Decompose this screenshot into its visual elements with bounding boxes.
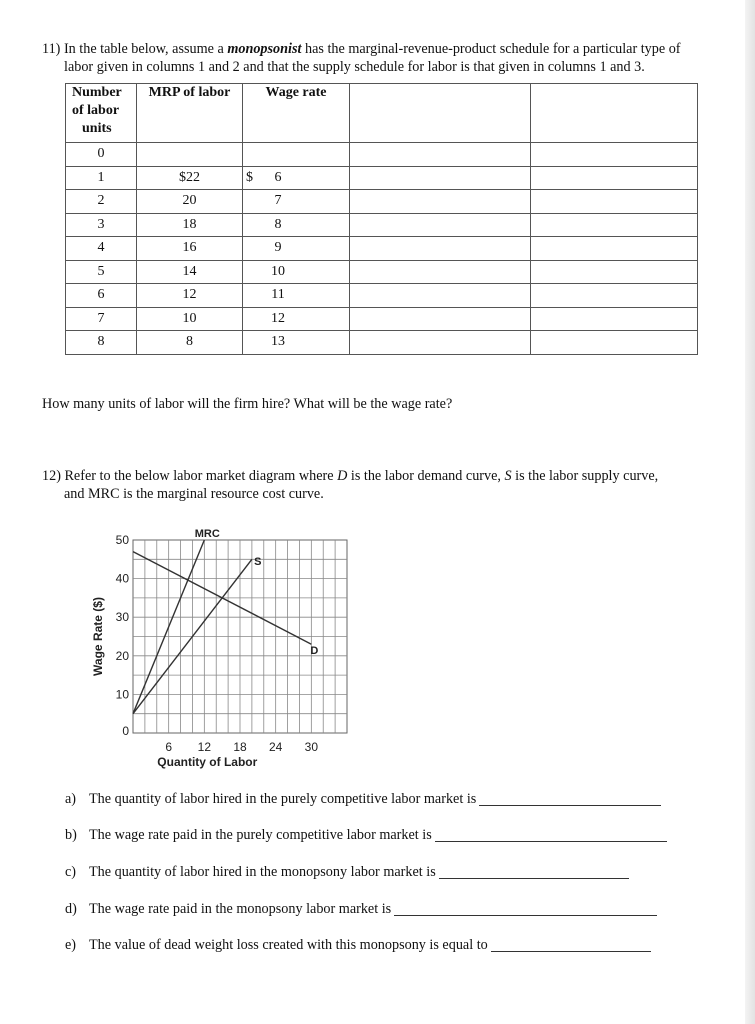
answer-blank[interactable]	[479, 791, 661, 806]
question-11-line-1	[42, 40, 681, 58]
question-12-line-2: and MRC is the marginal resource cost curve.	[64, 486, 324, 502]
empty-cell	[531, 213, 698, 237]
answer-letter: e)	[65, 937, 77, 953]
question-12-text-a: Refer to the below labor market diagram where	[64, 468, 338, 484]
cell-mrp: 10	[137, 307, 243, 331]
empty-cell	[350, 190, 531, 214]
wage-value: 10	[271, 263, 285, 279]
answer-text: The wage rate paid in the purely competitive labor market is	[89, 827, 432, 843]
cell-wage	[243, 237, 350, 261]
question-11-line-2: labor given in columns 1 and 2 and that the supply schedule for labor is that given in columns 1 and 3.	[64, 59, 645, 75]
labor-schedule-table	[65, 83, 698, 355]
currency-symbol: $	[246, 169, 253, 185]
curve-label-mrc: MRC	[194, 528, 220, 540]
y-tick-label: 0	[122, 724, 129, 738]
cell-wage	[243, 143, 350, 167]
cell-wage	[243, 284, 350, 308]
term-s: S	[504, 468, 512, 484]
empty-cell	[350, 331, 531, 355]
labor-market-diagram	[85, 520, 355, 770]
empty-cell	[350, 237, 531, 261]
empty-column-5	[531, 84, 698, 143]
cell-mrp: $22	[137, 166, 243, 190]
x-tick-label: 30	[304, 740, 319, 754]
cell-units: 7	[66, 307, 137, 331]
table-row	[66, 213, 698, 237]
answer-item	[65, 937, 651, 954]
cell-units: 4	[66, 237, 137, 261]
question-11-number: 11)	[42, 41, 61, 57]
answer-item	[65, 827, 667, 844]
empty-cell	[350, 143, 531, 167]
cell-wage	[243, 166, 350, 190]
cell-wage	[243, 307, 350, 331]
cell-mrp: 16	[137, 237, 243, 261]
wage-value: 13	[271, 334, 285, 350]
cell-units: 3	[66, 213, 137, 237]
table-row	[66, 166, 698, 190]
wage-value: 8	[274, 216, 282, 232]
table-body	[66, 143, 698, 355]
term-d: D	[337, 468, 348, 484]
answer-letter: b)	[65, 827, 77, 843]
table-header-row	[66, 84, 698, 143]
answer-text: The value of dead weight loss created with this monopsony is equal to	[89, 937, 488, 953]
x-tick-label: 24	[268, 740, 283, 754]
empty-cell	[531, 307, 698, 331]
table-row	[66, 307, 698, 331]
cell-units: 8	[66, 331, 137, 355]
empty-cell	[531, 190, 698, 214]
question-11-text-b: has the marginal-revenue-product schedule for a particular type of	[301, 41, 681, 57]
table-row	[66, 331, 698, 355]
answer-item	[65, 864, 629, 881]
question-11-prompt: How many units of labor will the firm hire? What will be the wage rate?	[42, 396, 453, 412]
question-12-text-b: is the labor demand curve,	[347, 468, 505, 484]
monopsonist-term: monopsonist	[227, 41, 302, 57]
cell-mrp: 14	[137, 260, 243, 284]
answer-text: The quantity of labor hired in the purely competitive labor market is	[89, 791, 477, 807]
table-row	[66, 143, 698, 167]
empty-cell	[531, 260, 698, 284]
x-axis-label: Quantity of Labor	[157, 755, 258, 769]
x-tick-label: 6	[165, 740, 173, 754]
wage-value: 11	[271, 287, 285, 303]
cell-mrp: 12	[137, 284, 243, 308]
cell-mrp: 20	[137, 190, 243, 214]
cell-units: 5	[66, 260, 137, 284]
question-12-text-c: is the labor supply curve,	[511, 468, 659, 484]
cell-wage	[243, 331, 350, 355]
empty-cell	[531, 284, 698, 308]
wage-value: 12	[271, 310, 285, 326]
header-line-3: units	[82, 121, 112, 136]
y-axis-label: Wage Rate ($)	[91, 597, 105, 676]
answer-letter: d)	[65, 901, 77, 917]
cell-units: 1	[66, 166, 137, 190]
wage-value: 7	[274, 193, 282, 209]
answer-text: The wage rate paid in the monopsony labor market is	[89, 901, 392, 917]
cell-units: 6	[66, 284, 137, 308]
question-11-text-a: In the table below, assume a	[63, 41, 228, 57]
answer-blank[interactable]	[394, 901, 657, 916]
table-row	[66, 237, 698, 261]
cell-units: 2	[66, 190, 137, 214]
empty-cell	[531, 166, 698, 190]
x-tick-label: 12	[197, 740, 212, 754]
empty-cell	[350, 307, 531, 331]
wage-value: 6	[274, 169, 282, 185]
header-line-2: of labor	[72, 103, 120, 118]
cell-mrp	[137, 143, 243, 167]
header-mrp-of-labor: MRP of labor	[137, 84, 243, 143]
header-number-of-labor-units	[66, 84, 137, 143]
x-tick-label: 18	[233, 740, 247, 754]
answer-letter: a)	[65, 791, 77, 807]
answer-blank[interactable]	[435, 827, 667, 842]
cell-mrp: 18	[137, 213, 243, 237]
question-12-line-1	[42, 467, 658, 485]
cell-mrp: 8	[137, 331, 243, 355]
answer-item	[65, 901, 657, 918]
table-row	[66, 284, 698, 308]
answer-blank[interactable]	[439, 864, 629, 879]
header-wage-rate: Wage rate	[243, 84, 350, 143]
empty-cell	[350, 260, 531, 284]
answer-text: The quantity of labor hired in the monopsony labor market is	[89, 864, 436, 880]
chart-lines	[133, 540, 311, 714]
table-row	[66, 260, 698, 284]
cell-wage	[243, 260, 350, 284]
answer-blank[interactable]	[491, 937, 651, 952]
cell-wage	[243, 190, 350, 214]
empty-cell	[531, 237, 698, 261]
empty-cell	[350, 284, 531, 308]
y-tick-label: 10	[115, 687, 129, 702]
empty-cell	[350, 166, 531, 190]
table-row	[66, 190, 698, 214]
answer-item	[65, 791, 661, 808]
cell-units: 0	[66, 143, 137, 167]
answer-letter: c)	[65, 864, 77, 880]
question-12-number: 12)	[42, 468, 61, 484]
y-tick-label: 20	[115, 648, 129, 663]
empty-column-4	[350, 84, 531, 143]
header-line-1: Number	[72, 85, 122, 100]
y-tick-label: 30	[115, 610, 129, 625]
cell-wage	[243, 213, 350, 237]
y-tick-label: 40	[115, 571, 129, 586]
curve-label-d: D	[310, 644, 319, 657]
page-edge-shadow	[745, 0, 755, 1024]
curve-label-s: S	[254, 556, 262, 569]
wage-value: 9	[274, 240, 282, 256]
empty-cell	[531, 331, 698, 355]
y-tick-label: 50	[115, 533, 129, 547]
empty-cell	[531, 143, 698, 167]
empty-cell	[350, 213, 531, 237]
